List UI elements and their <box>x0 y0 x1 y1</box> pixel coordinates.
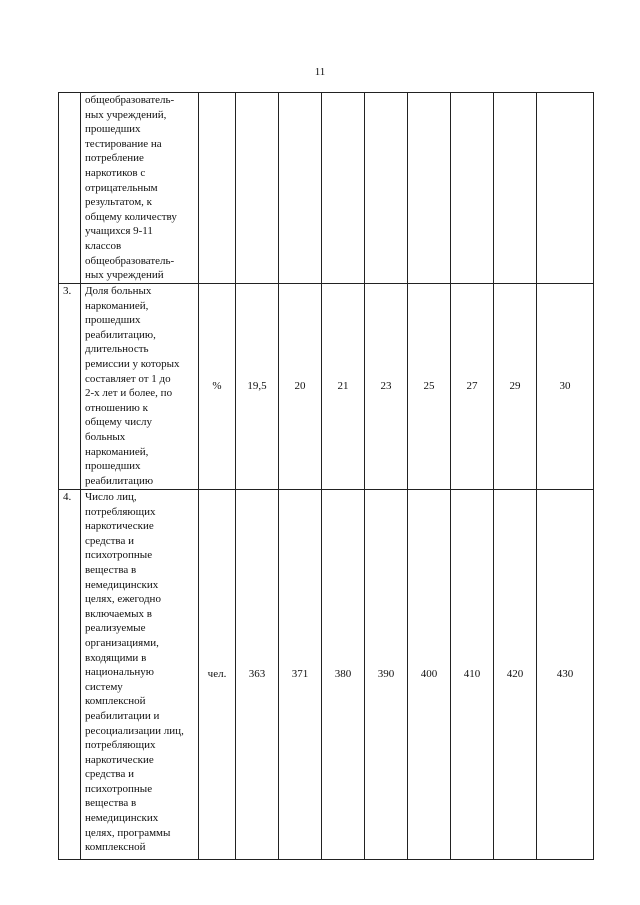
description-line: реабилитации и <box>85 709 160 722</box>
description-line: реабилитацию, <box>85 328 156 341</box>
description-line: ных учреждений <box>85 269 164 282</box>
value-cell: 363 <box>236 490 279 860</box>
value-cell: 27 <box>451 284 494 490</box>
value-cell: 390 <box>365 490 408 860</box>
description-line: наркотические <box>85 753 154 766</box>
value-cell: 371 <box>279 490 322 860</box>
description-line: прошедших <box>85 314 141 327</box>
description-line: Доля больных <box>85 285 152 297</box>
value-cell: 19,5 <box>236 284 279 490</box>
description-line: потребление <box>85 152 144 165</box>
description-line: общеобразователь- <box>85 94 175 106</box>
description-line: Число лиц, <box>85 491 137 503</box>
description-line: средства и <box>85 768 134 781</box>
description-line: больных <box>85 430 126 443</box>
description-line: психотропные <box>85 549 153 562</box>
indicator-description-cell <box>81 490 199 860</box>
description-line: наркотические <box>85 520 154 533</box>
description-line: вещества в <box>85 563 137 576</box>
description-line: потребляющих <box>85 505 156 518</box>
description-line: реализуемые <box>85 622 146 635</box>
value-cell <box>494 93 537 284</box>
unit-cell: % <box>199 284 236 490</box>
description-line: общему количеству <box>85 210 177 223</box>
value-cell: 430 <box>537 490 594 860</box>
value-cell <box>322 93 365 284</box>
value-cell: 410 <box>451 490 494 860</box>
unit-cell: чел. <box>199 490 236 860</box>
description-line: комплексной <box>85 841 146 854</box>
description-line: наркоманией, <box>85 445 149 458</box>
description-line: целях, программы <box>85 826 171 839</box>
description-line: ресоциализации лиц, <box>85 724 184 737</box>
description-line: прошедших <box>85 123 141 136</box>
value-cell: 25 <box>408 284 451 490</box>
description-line: ных учреждений, <box>85 108 167 121</box>
description-line: включаемых в <box>85 607 152 620</box>
description-line: наркотиков с <box>85 166 146 179</box>
description-line: учащихся 9-11 <box>85 225 153 238</box>
value-cell <box>365 93 408 284</box>
description-line: длительность <box>85 343 149 356</box>
description-line: прошедших <box>85 460 141 473</box>
value-cell <box>236 93 279 284</box>
description-line: национальную <box>85 666 155 679</box>
value-cell: 20 <box>279 284 322 490</box>
description-line: организациями, <box>85 636 159 649</box>
indicators-table <box>58 92 594 860</box>
description-line: классов <box>85 239 122 252</box>
description-line: вещества в <box>85 797 137 810</box>
description-line: потребляющих <box>85 739 156 752</box>
value-cell: 23 <box>365 284 408 490</box>
description-line: средства и <box>85 534 134 547</box>
row-number-cell <box>59 93 81 284</box>
description-line: систему <box>85 680 123 693</box>
value-cell: 380 <box>322 490 365 860</box>
row-number-cell: 4. <box>59 490 81 860</box>
description-line: реабилитацию <box>85 474 154 487</box>
description-line: целях, ежегодно <box>85 593 161 606</box>
description-line: входящими в <box>85 651 147 664</box>
value-cell: 420 <box>494 490 537 860</box>
description-line: отрицательным <box>85 181 158 194</box>
indicator-description-cell <box>81 284 199 490</box>
description-line: немедицинских <box>85 578 159 591</box>
description-line: тестирование на <box>85 137 162 150</box>
table-row <box>59 490 594 860</box>
table-row <box>59 284 594 490</box>
description-line: отношению к <box>85 401 148 414</box>
description-line: ремиссии у которых <box>85 357 180 370</box>
description-line: общеобразователь- <box>85 254 175 267</box>
page-number: 11 <box>314 66 326 78</box>
description-line: общему числу <box>85 416 152 429</box>
description-line: составляет от 1 до <box>85 372 171 385</box>
description-line: психотропные <box>85 782 153 795</box>
value-cell: 400 <box>408 490 451 860</box>
description-line: комплексной <box>85 695 146 708</box>
row-number-cell: 3. <box>59 284 81 490</box>
value-cell <box>408 93 451 284</box>
description-line: немедицинских <box>85 812 159 825</box>
description-line: результатом, к <box>85 196 153 209</box>
value-cell <box>279 93 322 284</box>
value-cell: 21 <box>322 284 365 490</box>
unit-cell <box>199 93 236 284</box>
value-cell <box>451 93 494 284</box>
value-cell <box>537 93 594 284</box>
description-line: 2-х лет и более, по <box>85 387 173 400</box>
value-cell: 29 <box>494 284 537 490</box>
table-row <box>59 93 594 284</box>
value-cell: 30 <box>537 284 594 490</box>
indicator-description-cell <box>81 93 199 284</box>
description-line: наркоманией, <box>85 299 149 312</box>
